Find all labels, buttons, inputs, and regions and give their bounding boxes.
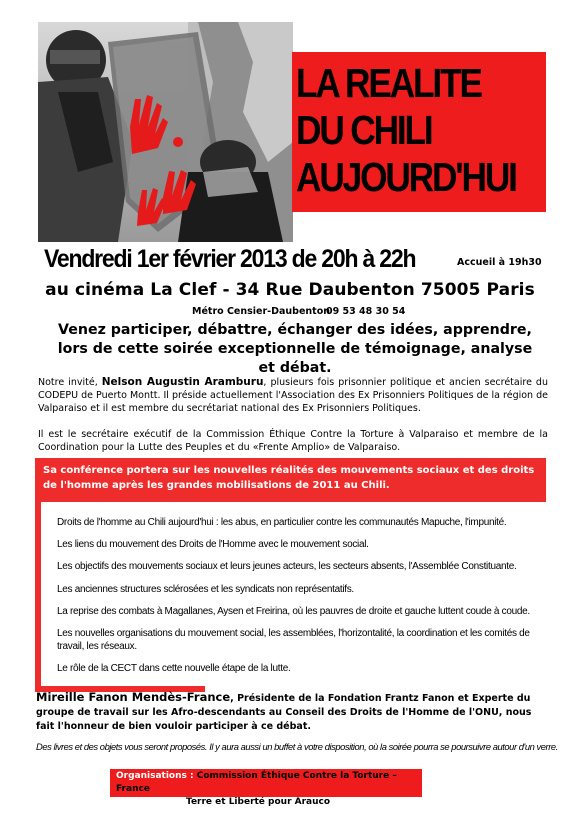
guest-name: Nelson Augustin Aramburu — [101, 376, 264, 388]
organisation-2: Terre et Liberté pour Arauco — [186, 797, 331, 807]
guest2-text: , Présidente de la Fondation Frantz Fanon et Experte du groupe de travail sur les Afro-descendants au Conseil des Droits de l'Homme de l'ONU, nous fait l'honneur de bien vouloir participer à ce débat. — [36, 693, 532, 732]
event-date: Vendredi 1er février 2013 de 20h à 22h — [44, 245, 416, 273]
list-item: Le rôle de la CECT dans cette nouvelle étape de la lutte. — [57, 663, 291, 675]
list-item: Les anciennes structures sclérosées et les syndicats non représentatifs. — [57, 583, 354, 595]
topics-list — [57, 516, 537, 684]
event-date-row — [44, 245, 564, 274]
phone-number: 09 53 48 30 54 — [326, 306, 406, 317]
guest2-name: Mireille Fanon Mendès-France — [36, 690, 231, 704]
title-line-3: AUJOURD'HUI — [296, 154, 516, 200]
guest-bio-paragraph-2: Il est le secrétaire exécutif de la Commission Éthique Contre la Torture à Valparaiso et membre de la Coordination pour la Lutte des Peuples et du «Frente Amplio» de Valparaiso. — [38, 429, 548, 454]
event-accueil: Accueil à 19h30 — [457, 257, 542, 268]
title-line-1: LA REALITE — [296, 60, 481, 106]
organisation-1: Commission Éthique Contre la Torture – France — [116, 771, 397, 794]
conference-banner: Sa conférence portera sur les nouvelles réalités des mouvements sociaux et des droits de l'homme après les grandes mobilisations de 2011 au Chili. — [35, 458, 546, 502]
guest2-paragraph — [36, 690, 546, 734]
metro-station: Métro Censier-Daubenton — [192, 306, 331, 317]
conference-topics-block — [35, 502, 546, 692]
title-line-2: DU CHILI — [296, 107, 432, 153]
list-item: Les liens du mouvement des Droits de l'Homme avec le mouvement social. — [57, 539, 369, 551]
organisations-label: Organisations : — [116, 771, 194, 781]
list-item: Les objectifs des mouvements sociaux et leurs jeunes acteurs, les secteurs absents, l'Assemblée Constituante. — [57, 561, 517, 573]
intro-text: Venez participer, débattre, échanger des idées, apprendre, lors de cette soirée exceptionnelle de témoignage, analyse et débat. — [57, 322, 533, 376]
red-side-bar — [35, 502, 41, 692]
guest-bio-text-1: , plusieurs fois prisonnier politique et ancien secrétaire du CODEPU de Puerto Montt. Il préside actuellement l'Association des Ex Prisonniers Politiques de la région de Valparaiso et il est membre du secrétariat national des Ex Prisonniers Politiques. — [38, 377, 548, 415]
list-item: Les nouvelles organisations du mouvement social, les assemblées, l'horizontalité, la coordination et les comités de travail, les réseaux. — [57, 627, 530, 652]
list-item: Droits de l'homme au Chili aujourd'hui : les abus, en particulier contre les communautés Mapuche, l'impunité. — [57, 517, 507, 528]
organisations-box — [110, 769, 422, 807]
event-venue: au cinéma La Clef - 34 Rue Daubenton 75005 Paris — [45, 280, 535, 300]
guest-lead: Notre invité, — [38, 377, 98, 388]
footer-note: Des livres et des objets vous seront proposés. Il y aura aussi un buffet à votre disposition, où la soirée pourra se poursuivre autour d'un verre. — [36, 741, 558, 752]
title-banner — [292, 52, 546, 212]
protest-photo — [38, 22, 293, 242]
guest-bio-paragraph-1 — [38, 376, 548, 415]
list-item: La reprise des combats à Magallanes, Aysen et Freirina, où les pauvres de droite et gauche luttent coude à coude. — [57, 605, 530, 617]
